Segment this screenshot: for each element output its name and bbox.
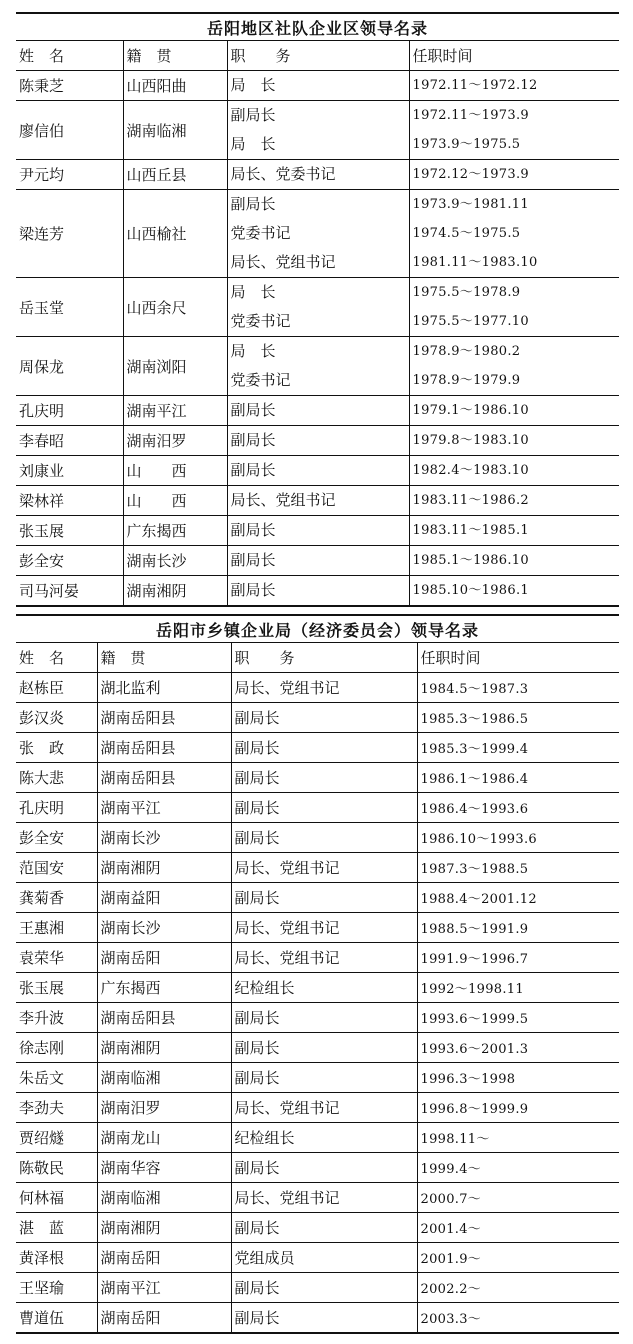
person-origin: 湖南湘阴: [123, 576, 227, 607]
person-origin: 湖南平江: [97, 793, 231, 823]
post-period: 1985.10～1986.1: [412, 583, 529, 598]
post-title: 副局长: [231, 1303, 417, 1334]
post-title: 局 长: [230, 135, 276, 153]
person-name: 彭全安: [16, 546, 123, 576]
post-title: 党委书记: [230, 371, 291, 389]
section-1-title: 岳阳地区社队企业区领导名录: [16, 12, 619, 41]
table-row: [16, 883, 619, 913]
person-name: 梁林祥: [16, 486, 123, 516]
person-posts: [227, 71, 409, 101]
person-posts: [227, 160, 409, 190]
table-row: [16, 793, 619, 823]
post-title: 局长、党组书记: [231, 673, 417, 703]
header-period: 任职时间: [409, 41, 619, 71]
person-name: 李春昭: [16, 426, 123, 456]
person-periods: [409, 396, 619, 426]
person-name: 彭汉炎: [16, 703, 97, 733]
header-post: 职 务: [227, 41, 409, 71]
person-origin: 山西丘县: [123, 160, 227, 190]
header-name: 姓 名: [16, 643, 97, 673]
person-name: 孔庆明: [16, 793, 97, 823]
post-title: 局长、党组书记: [231, 1183, 417, 1213]
person-name: 湛 蓝: [16, 1213, 97, 1243]
post-title: 局长、党组书记: [230, 253, 336, 271]
person-name: 李升波: [16, 1003, 97, 1033]
post-title: 副局长: [231, 733, 417, 763]
person-posts: [227, 337, 409, 396]
post-period: 1988.5～1991.9: [417, 913, 619, 943]
post-period: 1972.11～1972.12: [412, 78, 538, 93]
person-name: 陈敬民: [16, 1153, 97, 1183]
person-posts: [227, 456, 409, 486]
header-period: 任职时间: [417, 643, 619, 673]
person-name: 孔庆明: [16, 396, 123, 426]
person-origin: 湖南岳阳: [97, 1303, 231, 1334]
person-posts: [227, 426, 409, 456]
person-periods: [409, 546, 619, 576]
table-row: [16, 913, 619, 943]
person-origin: 广东揭西: [97, 973, 231, 1003]
table-row: [16, 396, 619, 426]
person-origin: 湖南湘阴: [97, 1033, 231, 1063]
person-posts: [227, 190, 409, 278]
post-title: 副局长: [231, 1213, 417, 1243]
person-origin: 湖南平江: [97, 1273, 231, 1303]
person-posts: [227, 396, 409, 426]
post-title: 副局长: [230, 581, 276, 599]
table-row: [16, 1153, 619, 1183]
person-periods: [409, 426, 619, 456]
post-title: 局长、党组书记: [231, 913, 417, 943]
person-name: 陈大悲: [16, 763, 97, 793]
table-row: [16, 673, 619, 703]
person-origin: 湖南长沙: [97, 913, 231, 943]
person-name: 范国安: [16, 853, 97, 883]
person-origin: 山西余尺: [123, 278, 227, 337]
post-period: 1983.11～1986.2: [412, 493, 529, 508]
person-name: 朱岳文: [16, 1063, 97, 1093]
table-row: [16, 426, 619, 456]
person-name: 陈秉芝: [16, 71, 123, 101]
person-name: 周保龙: [16, 337, 123, 396]
post-period: 1979.8～1983.10: [412, 433, 529, 448]
table-row: [16, 1303, 619, 1334]
post-period: 1996.3～1998: [417, 1063, 619, 1093]
person-periods: [409, 337, 619, 396]
person-origin: 湖南平江: [123, 396, 227, 426]
post-period: 1974.5～1975.5: [412, 226, 521, 241]
post-period: 1993.6～1999.5: [417, 1003, 619, 1033]
post-title: 副局长: [230, 401, 276, 419]
post-title: 局 长: [230, 76, 276, 94]
person-origin: 湖南龙山: [97, 1123, 231, 1153]
post-title: 副局长: [231, 793, 417, 823]
person-periods: [409, 160, 619, 190]
section-1-table-body: [16, 41, 619, 606]
post-period: 1996.8～1999.9: [417, 1093, 619, 1123]
person-origin: 湖南益阳: [97, 883, 231, 913]
post-period: 2000.7～: [417, 1183, 619, 1213]
header-name: 姓 名: [16, 41, 123, 71]
person-posts: [227, 101, 409, 160]
person-origin: 广东揭西: [123, 516, 227, 546]
person-periods: [409, 516, 619, 546]
person-name: 司马河晏: [16, 576, 123, 607]
person-origin: 山西榆社: [123, 190, 227, 278]
person-origin: 湖南临湘: [123, 101, 227, 160]
person-origin: 湖南长沙: [123, 546, 227, 576]
post-title: 副局长: [230, 461, 276, 479]
person-periods: [409, 71, 619, 101]
post-period: 1993.6～2001.3: [417, 1033, 619, 1063]
section-1-table: [16, 41, 619, 607]
person-name: 徐志刚: [16, 1033, 97, 1063]
table-row: [16, 1273, 619, 1303]
post-period: 1985.3～1999.4: [417, 733, 619, 763]
person-posts: [227, 546, 409, 576]
table-row: [16, 943, 619, 973]
post-title: 局长、党委书记: [230, 165, 336, 183]
table-row: [16, 160, 619, 190]
table-row: [16, 71, 619, 101]
person-periods: [409, 190, 619, 278]
post-title: 副局长: [230, 521, 276, 539]
table-row: [16, 486, 619, 516]
table-row: [16, 1213, 619, 1243]
person-origin: 山 西: [123, 486, 227, 516]
post-period: 1986.1～1986.4: [417, 763, 619, 793]
post-period: 1972.12～1973.9: [412, 167, 529, 182]
table-row: [16, 733, 619, 763]
post-period: 1983.11～1985.1: [412, 523, 529, 538]
person-name: 尹元均: [16, 160, 123, 190]
post-period: 2003.3～: [417, 1303, 619, 1334]
post-period: 1978.9～1979.9: [412, 373, 521, 388]
post-title: 副局长: [231, 1003, 417, 1033]
table-row: [16, 1003, 619, 1033]
post-title: 党委书记: [230, 312, 291, 330]
person-origin: 湖南岳阳: [97, 943, 231, 973]
person-name: 王惠湘: [16, 913, 97, 943]
person-name: 刘康业: [16, 456, 123, 486]
post-title: 局长、党组书记: [231, 943, 417, 973]
person-name: 龚菊香: [16, 883, 97, 913]
person-name: 张 政: [16, 733, 97, 763]
post-period: 1991.9～1996.7: [417, 943, 619, 973]
person-periods: [409, 278, 619, 337]
post-period: 1998.11～: [417, 1123, 619, 1153]
table-row: [16, 973, 619, 1003]
person-name: 赵栋臣: [16, 673, 97, 703]
table-row: [16, 1093, 619, 1123]
table-row: [16, 546, 619, 576]
post-title: 局长、党组书记: [230, 491, 336, 509]
post-period: 1979.1～1986.10: [412, 403, 529, 418]
person-origin: 湖南岳阳县: [97, 763, 231, 793]
person-origin: 湖南浏阳: [123, 337, 227, 396]
person-periods: [409, 101, 619, 160]
table-row: [16, 703, 619, 733]
post-title: 副局长: [230, 431, 276, 449]
post-title: 副局长: [231, 883, 417, 913]
person-posts: [227, 486, 409, 516]
person-name: 张玉展: [16, 516, 123, 546]
post-title: 党组成员: [231, 1243, 417, 1273]
person-name: 张玉展: [16, 973, 97, 1003]
table-row: [16, 576, 619, 607]
section-1-header-row: [16, 41, 619, 71]
person-origin: 湖南湘阴: [97, 853, 231, 883]
table-row: [16, 853, 619, 883]
table-row: [16, 278, 619, 337]
post-period: 1985.1～1986.10: [412, 553, 529, 568]
table-row: [16, 456, 619, 486]
post-title: 副局长: [231, 1153, 417, 1183]
post-title: 副局长: [231, 763, 417, 793]
post-period: 2002.2～: [417, 1273, 619, 1303]
person-posts: [227, 576, 409, 607]
post-title: 副局长: [231, 1273, 417, 1303]
table-row: [16, 1063, 619, 1093]
person-origin: 湖南岳阳县: [97, 703, 231, 733]
post-period: 1986.10～1993.6: [417, 823, 619, 853]
section-2-title: 岳阳市乡镇企业局（经济委员会）领导名录: [16, 614, 619, 643]
person-name: 王坚瑜: [16, 1273, 97, 1303]
person-name: 李劲夫: [16, 1093, 97, 1123]
post-title: 党委书记: [230, 224, 291, 242]
post-title: 纪检组长: [231, 973, 417, 1003]
person-origin: 湖南岳阳: [97, 1243, 231, 1273]
post-period: 1987.3～1988.5: [417, 853, 619, 883]
post-title: 副局长: [230, 551, 276, 569]
post-title: 副局长: [231, 1063, 417, 1093]
person-name: 袁荣华: [16, 943, 97, 973]
post-title: 局长、党组书记: [231, 853, 417, 883]
person-origin: 湖南汨罗: [123, 426, 227, 456]
header-origin: 籍 贯: [97, 643, 231, 673]
header-origin: 籍 贯: [123, 41, 227, 71]
person-name: 岳玉堂: [16, 278, 123, 337]
table-row: [16, 1123, 619, 1153]
post-title: 副局长: [231, 1033, 417, 1063]
post-period: 2001.9～: [417, 1243, 619, 1273]
person-origin: 湖南华容: [97, 1153, 231, 1183]
post-period: 2001.4～: [417, 1213, 619, 1243]
person-origin: 湖南临湘: [97, 1063, 231, 1093]
section-2-table: [16, 643, 619, 1334]
post-period: 1975.5～1977.10: [412, 314, 529, 329]
post-period: 1982.4～1983.10: [412, 463, 529, 478]
post-period: 1973.9～1981.11: [412, 197, 529, 212]
post-title: 副局长: [230, 195, 276, 213]
person-origin: 山 西: [123, 456, 227, 486]
post-period: 1988.4～2001.12: [417, 883, 619, 913]
table-row: [16, 1183, 619, 1213]
person-name: 廖信伯: [16, 101, 123, 160]
section-2-header-row: [16, 643, 619, 673]
person-origin: 湖北监利: [97, 673, 231, 703]
person-periods: [409, 576, 619, 607]
post-period: 1984.5～1987.3: [417, 673, 619, 703]
post-period: 1978.9～1980.2: [412, 344, 521, 359]
post-title: 纪检组长: [231, 1123, 417, 1153]
person-origin: 湖南汨罗: [97, 1093, 231, 1123]
header-post: 职 务: [231, 643, 417, 673]
person-name: 梁连芳: [16, 190, 123, 278]
person-origin: 湖南岳阳县: [97, 1003, 231, 1033]
table-row: [16, 516, 619, 546]
person-periods: [409, 486, 619, 516]
post-period: 1973.9～1975.5: [412, 137, 521, 152]
post-title: 局 长: [230, 342, 276, 360]
table-row: [16, 1033, 619, 1063]
section-2-table-body: [16, 643, 619, 1333]
person-posts: [227, 278, 409, 337]
person-origin: 山西阳曲: [123, 71, 227, 101]
post-period: 1992～1998.11: [417, 973, 619, 1003]
post-period: 1985.3～1986.5: [417, 703, 619, 733]
post-title: 局长、党组书记: [231, 1093, 417, 1123]
table-row: [16, 823, 619, 853]
person-name: 贾绍燧: [16, 1123, 97, 1153]
person-origin: 湖南长沙: [97, 823, 231, 853]
person-origin: 湖南湘阴: [97, 1213, 231, 1243]
person-origin: 湖南岳阳县: [97, 733, 231, 763]
person-name: 曹道伍: [16, 1303, 97, 1334]
table-row: [16, 190, 619, 278]
table-row: [16, 1243, 619, 1273]
post-period: 1975.5～1978.9: [412, 285, 521, 300]
post-period: 1986.4～1993.6: [417, 793, 619, 823]
person-name: 彭全安: [16, 823, 97, 853]
person-name: 黄泽根: [16, 1243, 97, 1273]
person-periods: [409, 456, 619, 486]
section-2: [16, 614, 619, 1334]
table-row: [16, 337, 619, 396]
post-title: 副局长: [230, 106, 276, 124]
post-title: 副局长: [231, 823, 417, 853]
person-posts: [227, 516, 409, 546]
post-period: 1999.4～: [417, 1153, 619, 1183]
post-period: 1981.11～1983.10: [412, 255, 538, 270]
person-origin: 湖南临湘: [97, 1183, 231, 1213]
table-row: [16, 101, 619, 160]
person-name: 何林福: [16, 1183, 97, 1213]
section-1: [16, 12, 619, 607]
post-period: 1972.11～1973.9: [412, 108, 529, 123]
post-title: 局 长: [230, 283, 276, 301]
table-row: [16, 763, 619, 793]
post-title: 副局长: [231, 703, 417, 733]
